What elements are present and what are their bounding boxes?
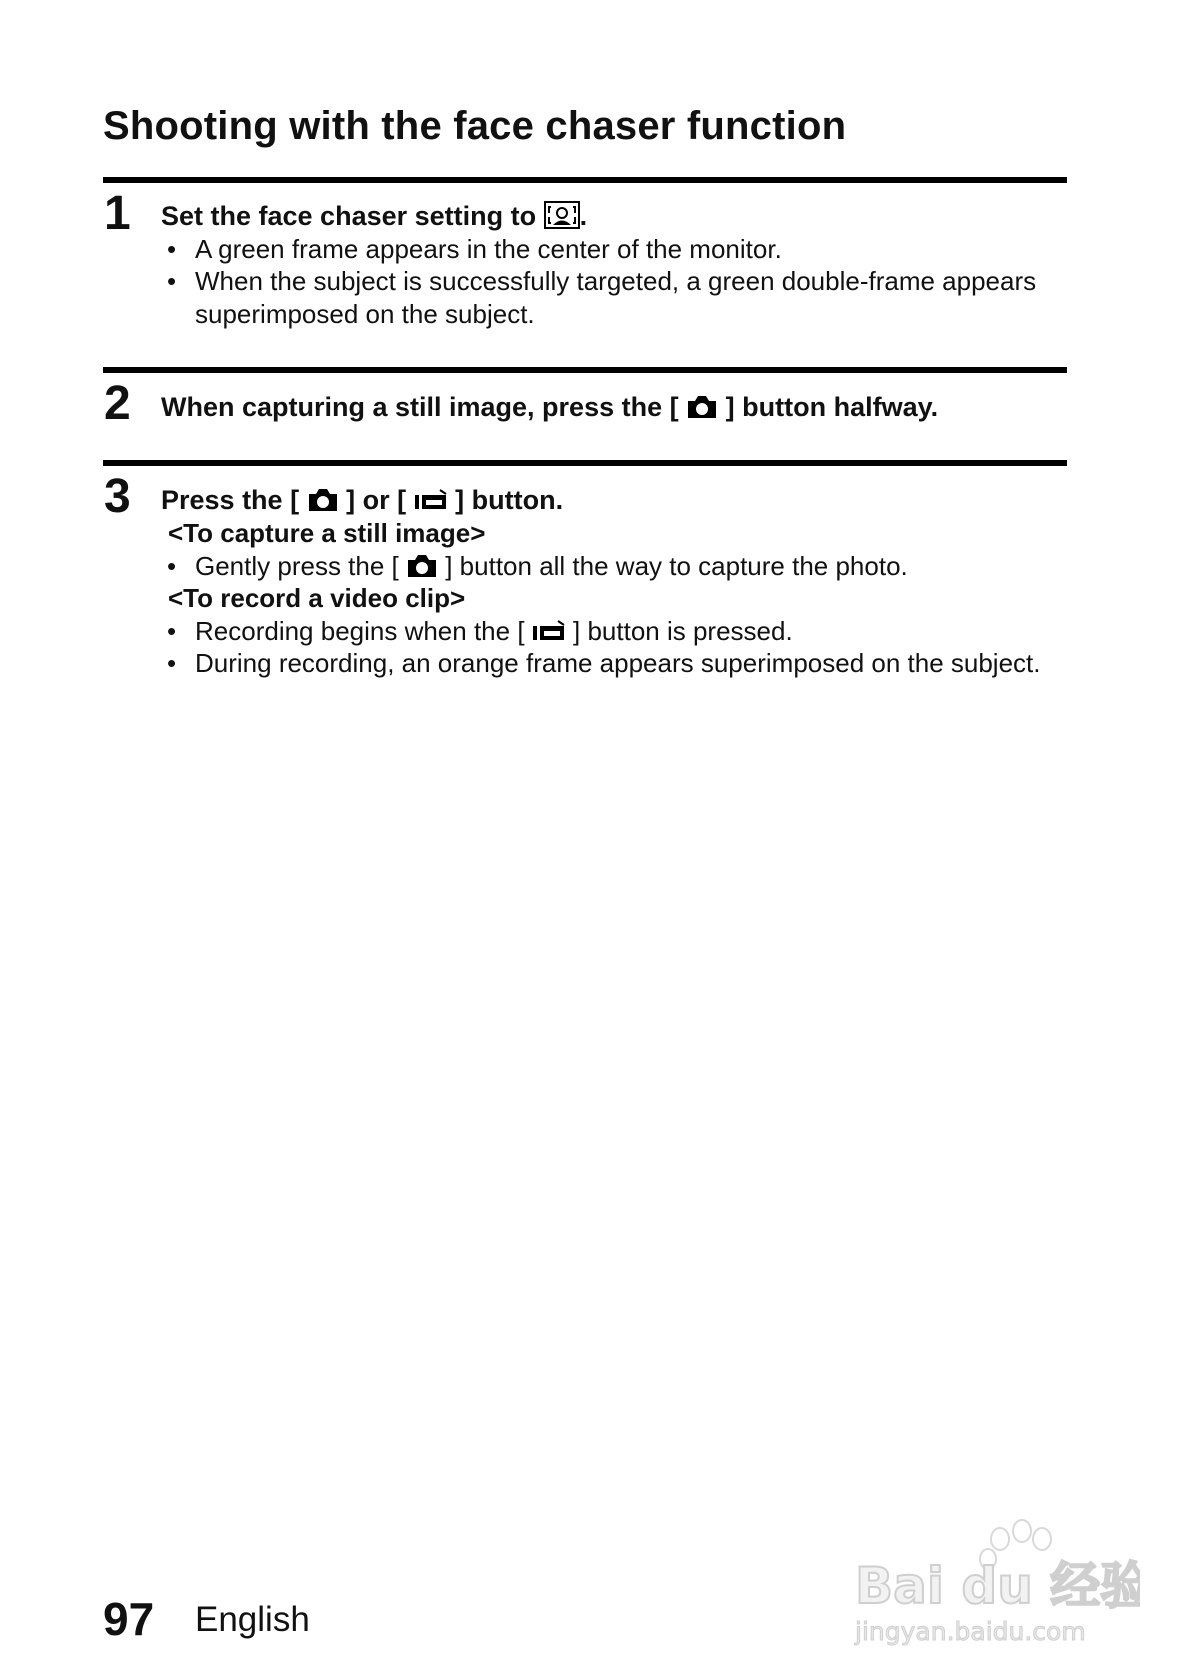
step-3-video-bullet-2: • During recording, an orange frame appears superimposed on the subject.	[167, 648, 1041, 678]
still-image-subheading: <To capture a still image>	[168, 518, 486, 548]
step-3-number: 3	[104, 470, 131, 523]
step-2-divider	[103, 367, 1067, 373]
watermark-url: jingyan.baidu.com	[855, 1617, 1086, 1646]
step-2-number: 2	[104, 377, 131, 430]
camera-icon	[307, 487, 339, 520]
video-record-icon	[414, 489, 448, 520]
step-1-bullet-1: • A green frame appears in the center of the monitor.	[167, 234, 782, 264]
step-1-number: 1	[104, 187, 131, 240]
page-title: Shooting with the face chaser function	[103, 104, 847, 148]
step-3-video-bullet-1: • Recording begins when the [ ] button is pressed.	[167, 615, 1047, 652]
baidu-watermark	[850, 1515, 1140, 1655]
face-chaser-icon	[544, 201, 580, 236]
step-3-divider	[103, 460, 1067, 466]
step-3-heading: Press the [ ] or [ ] button.	[161, 485, 563, 520]
camera-icon	[686, 394, 718, 427]
video-clip-subheading: <To record a video clip>	[168, 583, 466, 613]
step-1-heading: Set the face chaser setting to .	[161, 201, 587, 236]
page-number: 97	[103, 1593, 155, 1645]
language-label: English	[195, 1600, 310, 1639]
step-1-divider	[103, 177, 1067, 183]
step-3-still-bullet: • Gently press the [ ] button all the way to capture the photo.	[167, 550, 1047, 587]
camera-icon	[406, 553, 438, 587]
step-2-heading: When capturing a still image, press the [ ] button halfway.	[161, 392, 938, 427]
step-1-bullet-2: • When the subject is successfully targeted, a green double-frame appears superimposed on the subject.	[167, 266, 1037, 329]
watermark-brand: Bai du 经验	[855, 1557, 1140, 1615]
